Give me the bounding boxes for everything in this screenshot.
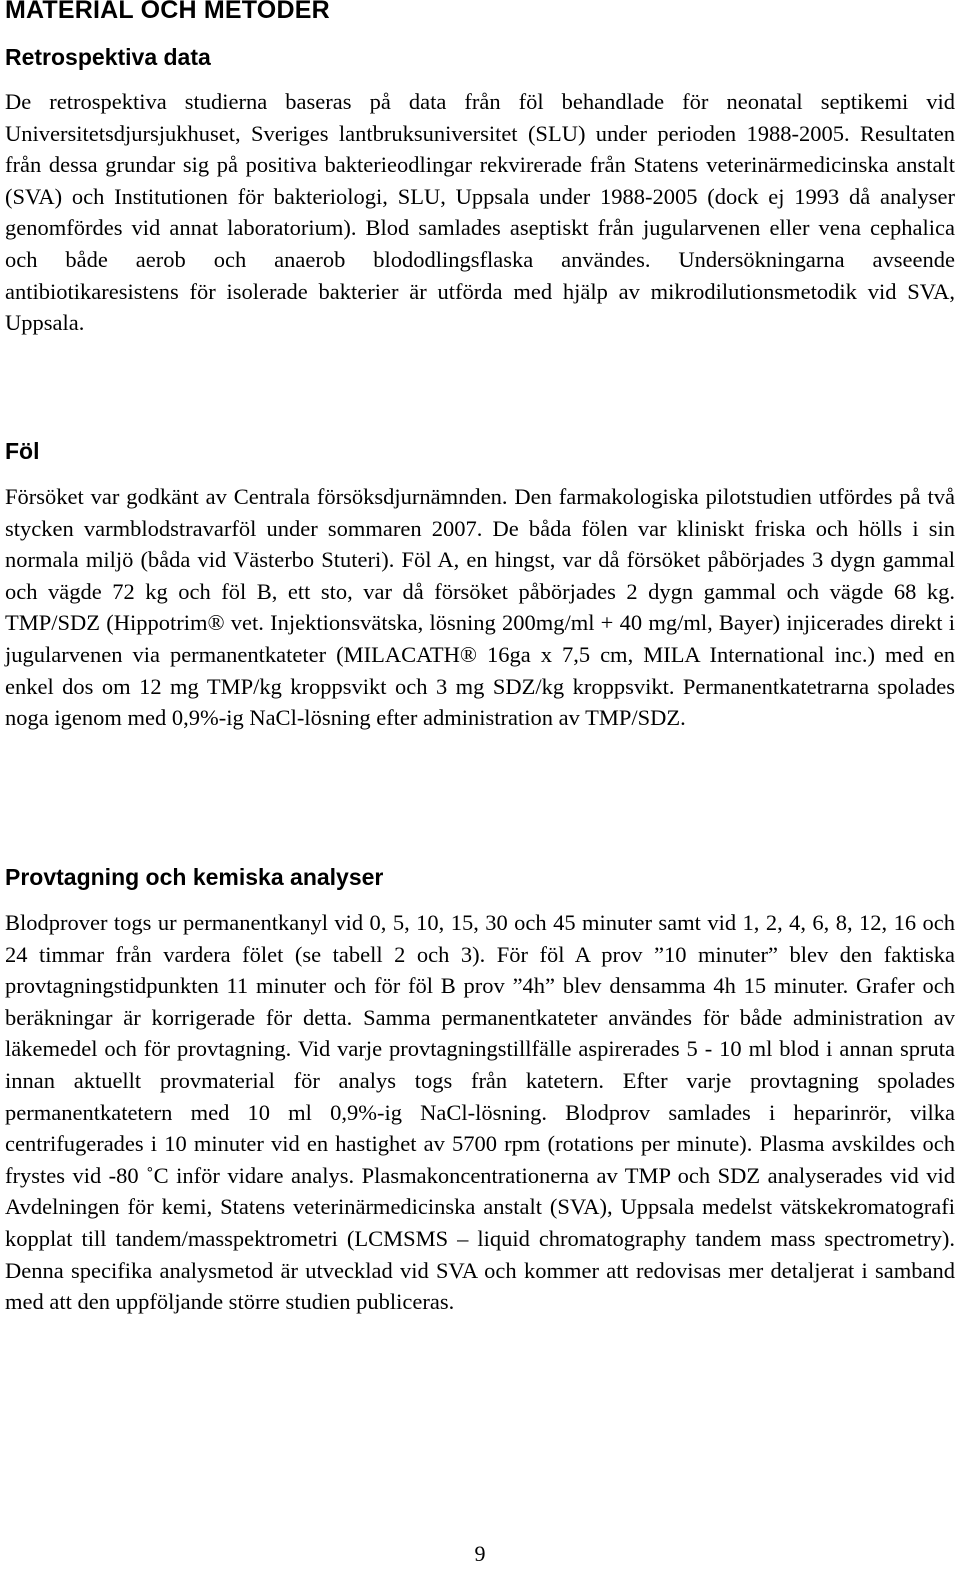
document-page	[5, 0, 955, 1571]
paragraph-provtagning: Blodprover togs ur permanentkanyl vid 0, 5, 10, 15, 30 och 45 minuter samt vid 1, 2, 4, 6, 8, 12, 16 och 24 timmar från vardera fölet (se tabell 2 och 3). För föl A prov ”10 minuter” blev den faktiska provtagningstidpunkten 11 minuter och för föl B prov ”4h” blev densamma 4h 15 minuter. Grafer och beräkningar är korrigerade för detta. Samma permanentkateter användes för både administration av läkemedel och för provtagning. Vid varje provtagningstillfälle aspirerades 5 - 10 ml blod i annan spruta innan aktuellt provmaterial för analys togs från katetern. Efter varje provtagning spolades permanentkatetern med 10 ml 0,9%-ig NaCl-lösning. Blodprov samlades i heparinrör, vilka centrifugerades i 10 minuter vid en hastighet av 5700 rpm (rotations per minute). Plasma avskildes och frystes vid -80 ˚C inför vidare analys. Plasmakoncentrationerna av TMP och SDZ analyserades vid vid Avdelningen för kemi, Statens veterinärmedicinska anstalt (SVA), Uppsala medelst vätskekromatografi kopplat till tandem/masspektrometri (LCMSMS – liquid chromatography tandem mass spectrometry). Denna specifika analysmetod är utvecklad vid SVA och kommer att redovisas mer detaljerat i samband med att den uppföljande större studien publiceras.	[5, 910, 955, 1315]
section-heading-retrospektiva-data: Retrospektiva data	[5, 44, 211, 70]
page-number: 9	[474, 1541, 486, 1566]
paragraph-retrospektiva-data: De retrospektiva studierna baseras på data från föl behandlade för neonatal septikemi vid Universitetsdjursjukhuset, Sveriges lantbruksuniversitet (SLU) under perioden 1988-2005. Resultaten från dessa grundar sig på positiva bakterieodlingar rekvirerade från Statens veterinärmedicinska anstalt (SVA) och Institutionen för bakteriologi, SLU, Uppsala under 1988-2005 (dock ej 1993 då analyser genomfördes vid annat laboratorium). Blod samlades aseptiskt från jugularvenen eller vena cephalica och både aerob och anaerob blododlingsflaska användes. Undersökningarna avseende antibiotikaresistens för isolerade bakterier är utförda med hjälp av mikrodilutionsmetodik vid SVA, Uppsala.	[5, 89, 955, 336]
chapter-heading: MATERIAL OCH METODER	[5, 0, 330, 24]
paragraph-fol: Försöket var godkänt av Centrala försöksdjurnämnden. Den farmakologiska pilotstudien utfördes på två stycken varmblodstravarföl under sommaren 2007. De båda fölen var kliniskt friska och hölls i sin normala miljö (båda vid Västerbo Stuteri). Föl A, en hingst, var då försöket påbörjades 3 dygn gammal och vägde 72 kg och föl B, ett sto, var då försöket påbörjades 2 dygn gammal och vägde 68 kg. TMP/SDZ (Hippotrim® vet. Injektionsvätska, lösning 200mg/ml + 40 mg/ml, Bayer) injicerades direkt i jugularvenen via permanentkateter (MILACATH® 16ga x 7,5 cm, MILA International inc.) med en enkel dos om 12 mg TMP/kg kroppsvikt och 3 mg SDZ/kg kroppsvikt. Permanentkatetrarna spolades noga igenom med 0,9%-ig NaCl-lösning efter administration av TMP/SDZ.	[5, 484, 955, 731]
section-heading-fol: Föl	[5, 438, 40, 464]
section-heading-provtagning: Provtagning och kemiska analyser	[5, 864, 384, 890]
